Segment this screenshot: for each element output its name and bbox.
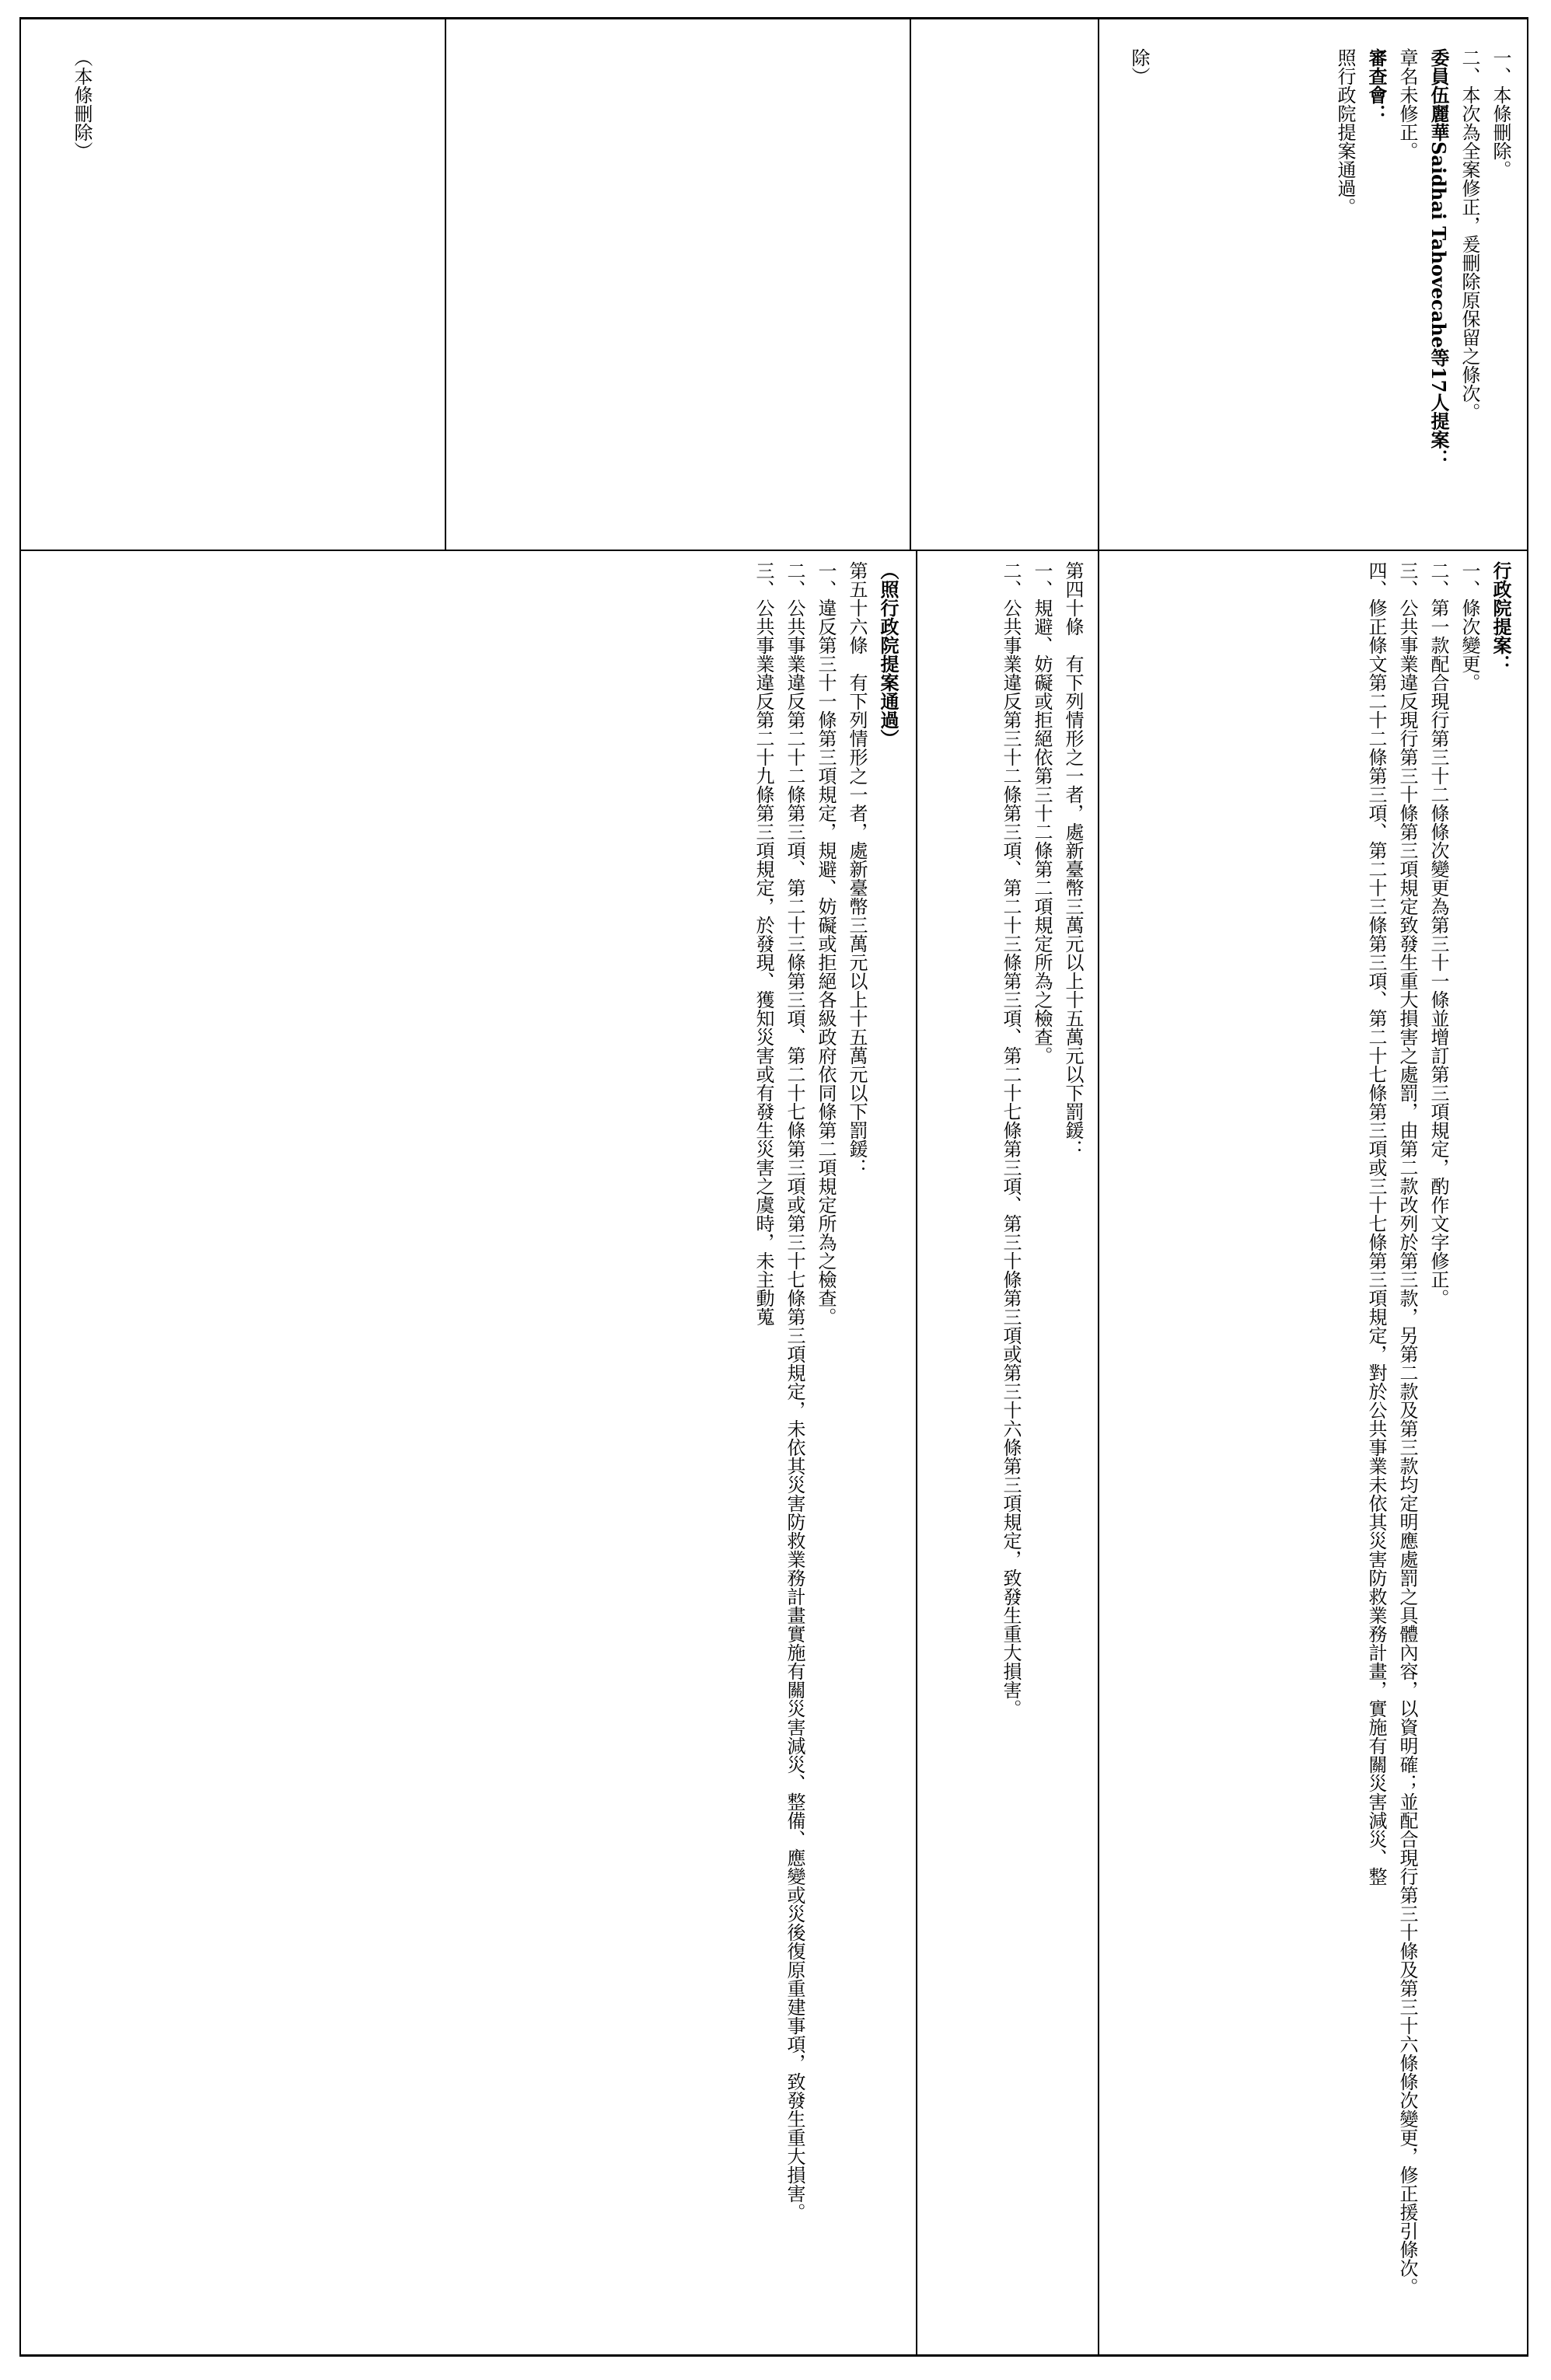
column-divider [910,17,911,550]
col1-clause-item1: 一、違反第三十一條第三項規定，規避、妨礙或拒絕各級政府依同條第二項規定所為之檢查。 [815,561,837,1326]
col1-row1-cell [51,48,97,530]
row-divider [19,550,1528,551]
col7-exec-heading: 行政院提案： [1490,561,1512,673]
column-divider [916,550,917,2357]
column-divider [1527,17,1528,2357]
col7-exec-item4: 四、修正條文第二十二條第三項、第二十三條第三項、第二十七條第三項或三十七條第三項規定，對於公共事業未依其災害防救業務計畫，實施有關災害減災、整 [1365,561,1387,1886]
col7-review-text: 照行政院提案通過。 [1334,48,1356,216]
col1-heading: （照行政院提案通過） [877,561,900,748]
table-top-border [19,17,1528,19]
col7-note1: 一、本條刪除。 [1490,48,1511,179]
col7-row1-cell [1108,48,1516,530]
col6-clause-intro: 第四十條 有下列情形之一者，處新臺幣三萬元以上十五萬元以下罰鍰： [1062,561,1084,1158]
col7-exec-item1: 一、條次變更。 [1458,561,1480,692]
col7-note2: 二、本次為全案修正，爰刪除原保留之條次。 [1458,48,1480,421]
col1-clause-item3: 三、公共事業違反第二十九條第三項規定，於發現、獲知災害或有發生災害之虞時，未主動蒐 [753,561,774,1326]
column-divider [19,17,21,2357]
col6-clause-item2: 二、公共事業違反第三十二條第三項、第二十三條第三項、第二十七條第三項、第三十條第三項或第三十六條第三項規定，致發生重大損害。 [1000,561,1022,1718]
col7-note3: 章名未修正。 [1396,48,1418,160]
comparison-table [19,17,1528,2357]
col1-clause-item2: 二、公共事業違反第二十二條第三項、第二十三條第三項、第二十七條第三項或第三十七條第三項規定，未依其災害防救業務計畫實施有關災害減災、整備、應變或災後復原重建事項，致發生重大損害。 [784,561,805,2221]
col6-clause-item1: 一、規避、妨礙或拒絕依第三十二條第二項規定所為之檢查。 [1031,561,1053,1065]
col7-proposer: 委員伍麗華Saidhai Tahovecahe等17人提案： [1427,48,1450,468]
table-bottom-border [19,2354,1528,2357]
col7-row2-cell [1108,561,1516,2349]
col1-clause-intro: 第五十六條 有下列情形之一者，處新臺幣三萬元以上十五萬元以下罰鍰： [846,561,868,1177]
col7-exec-item2: 二、第一款配合現行第三十二條條次變更為第三十一條並增訂第三項規定，酌作文字修正。 [1427,561,1449,1307]
col1-row2-cell [29,561,903,2349]
col7-exec-item3: 三、公共事業違反現行第三十條第三項規定致發生重大損害之處罰，由第二款改列於第三款，另第二款及第三款均定明應處罰之具體內容，以資明確；並配合現行第三十條及第三十六條條次變更，修正援引條次。 [1396,561,1418,2296]
col1-row1-text: （本條刪除） [71,48,93,160]
col6-row1-text: 除） [1128,48,1150,85]
col7-review-heading: 審查會： [1365,48,1388,123]
column-divider [445,17,446,550]
col6-row2-cell [925,561,1088,2349]
column-divider [1098,17,1099,2357]
